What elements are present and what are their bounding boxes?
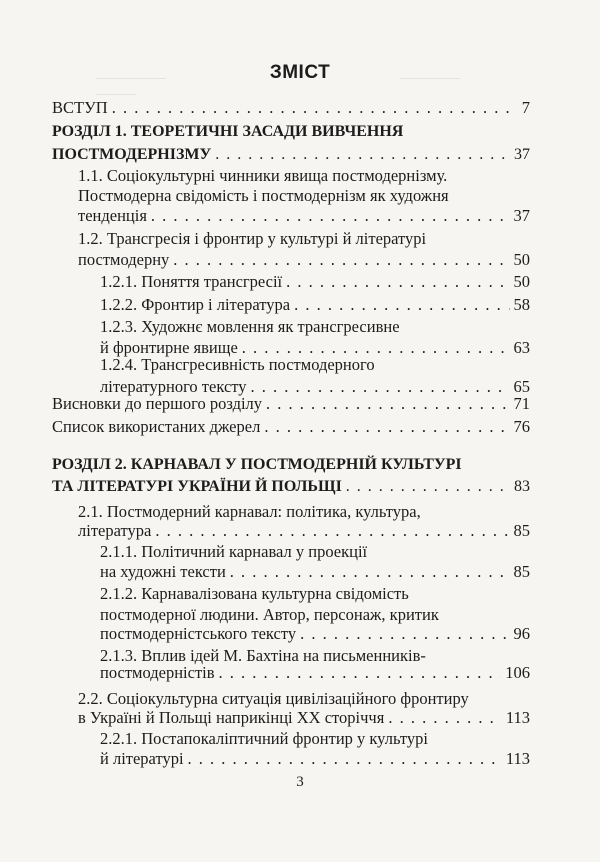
toc-entry-1-1-line2[interactable]: Постмодерна свідомість і постмодернізм як художня: [78, 186, 449, 205]
toc-entry-intro[interactable]: [52, 98, 530, 118]
toc-entry-title: постмодерністського тексту: [100, 624, 297, 643]
toc-entry-1-1[interactable]: [78, 206, 530, 226]
leader-dots: [266, 394, 509, 414]
toc-entry-page: 37: [513, 206, 530, 225]
toc-entry-2-1-3[interactable]: [100, 663, 530, 683]
toc-entry-1-2-4-line1[interactable]: 1.2.4. Трансгресивність постмодерного: [100, 355, 375, 374]
toc-entry-1-2-1[interactable]: [100, 272, 530, 292]
toc-entry-1-2-2[interactable]: [100, 295, 530, 315]
toc-entry-title: ТА ЛІТЕРАТУРІ УКРАЇНИ Й ПОЛЬЩІ: [52, 478, 342, 495]
toc-entry-title: в Україні й Польщі наприкінці XX сторіччя: [78, 708, 385, 727]
toc-entry-page: 37: [514, 146, 530, 163]
toc-entry-2-2-line1[interactable]: 2.2. Соціокультурна ситуація цивілізаційного фронтиру: [78, 689, 469, 708]
leader-dots: [219, 663, 502, 683]
toc-entry-page: 58: [513, 295, 530, 314]
toc-entry-2-1-2-line1[interactable]: 2.1.2. Карнавалізована культурна свідомість: [100, 584, 409, 603]
toc-entry-2-1-line1[interactable]: 2.1. Постмодерний карнавал: політика, культура,: [78, 502, 421, 521]
toc-entry-page: 50: [513, 250, 530, 269]
page-title: ЗМІСТ: [269, 62, 331, 83]
toc-entry-title: й літературі: [100, 749, 184, 768]
bleed-through-mark: [96, 84, 136, 95]
toc-entry-title: постмодерністів: [100, 663, 215, 682]
leader-dots: [188, 749, 502, 769]
toc-section-2[interactable]: [52, 477, 530, 497]
toc-entry-page: 7: [521, 98, 530, 117]
toc-entry-title: тенденція: [78, 206, 147, 225]
leader-dots: [215, 145, 510, 165]
toc-entry-title: література: [78, 521, 152, 540]
toc-entry-title: літературного тексту: [100, 377, 247, 396]
toc-entry-title: ПОСТМОДЕРНІЗМУ: [52, 146, 212, 163]
toc-entry-page: 85: [513, 562, 530, 581]
toc-entry-2-1-3-line1[interactable]: 2.1.3. Вплив ідей М. Бахтіна на письменників-: [100, 646, 426, 665]
toc-entry-title: ВСТУП: [52, 98, 108, 117]
toc-entry-title: й фронтирне явище: [100, 338, 238, 357]
leader-dots: [286, 272, 509, 292]
toc-entry-title: постмодерну: [78, 250, 170, 269]
toc-entry-page: 85: [513, 521, 530, 540]
toc-entry-1-2-line1[interactable]: 1.2. Трансгресія і фронтир у культурі й літературі: [78, 229, 427, 248]
leader-dots: [151, 206, 510, 226]
toc-section-1[interactable]: [52, 145, 530, 165]
toc-entry-page: 106: [505, 663, 530, 682]
leader-dots: [346, 477, 510, 497]
toc-entry-title: Список використаних джерел: [52, 417, 261, 436]
toc-entry-2-1[interactable]: [78, 521, 530, 541]
toc-entry-2-1-1[interactable]: [100, 562, 530, 582]
toc-section-2-line1[interactable]: РОЗДІЛ 2. КАРНАВАЛ У ПОСТМОДЕРНІЙ КУЛЬТУРІ: [52, 456, 462, 473]
leader-dots: [264, 417, 509, 437]
toc-entry-1-2-3-line1[interactable]: 1.2.3. Художнє мовлення як трансгресивне: [100, 317, 400, 336]
toc-entry-page: 113: [505, 708, 530, 727]
toc-entry-2-2-1[interactable]: [100, 749, 530, 769]
toc-entry-page: 63: [513, 338, 530, 357]
leader-dots: [294, 295, 509, 315]
toc-entry-2-2[interactable]: [78, 708, 530, 728]
toc-entry-page: 71: [513, 394, 530, 413]
leader-dots: [112, 98, 518, 118]
toc-entry-page: 96: [513, 624, 530, 643]
leader-dots: [388, 708, 502, 728]
toc-entry-2-1-1-line1[interactable]: 2.1.1. Політичний карнавал у проекції: [100, 542, 368, 561]
toc-entry-2-1-2-line2[interactable]: постмодерної людини. Автор, персонаж, критик: [100, 605, 439, 624]
toc-entry-2-2-1-line1[interactable]: 2.2.1. Постапокаліптичний фронтир у культурі: [100, 729, 428, 748]
toc-entry-title: Висновки до першого розділу: [52, 394, 263, 413]
leader-dots: [173, 250, 509, 270]
toc-entry-1-1-line1[interactable]: 1.1. Соціокультурні чинники явища постмодернізму.: [78, 166, 448, 185]
page-number: 3: [296, 774, 304, 790]
toc-entry-conclusions-1[interactable]: [52, 394, 530, 414]
leader-dots: [230, 562, 510, 582]
toc-entry-1-2[interactable]: [78, 250, 530, 270]
toc-entry-title: 1.2.2. Фронтир і література: [100, 295, 291, 314]
leader-dots: [300, 624, 509, 644]
toc-entry-page: 65: [513, 377, 530, 396]
leader-dots: [155, 521, 509, 541]
toc-entry-title: на художні тексти: [100, 562, 226, 581]
toc-entry-references-1[interactable]: [52, 417, 530, 437]
toc-entry-title: 1.2.1. Поняття трансгресії: [100, 272, 283, 291]
toc-entry-page: 83: [514, 478, 530, 495]
toc-entry-page: 113: [505, 749, 530, 768]
toc-section-1-line1[interactable]: РОЗДІЛ 1. ТЕОРЕТИЧНІ ЗАСАДИ ВИВЧЕННЯ: [52, 123, 404, 140]
toc-entry-2-1-2[interactable]: [100, 624, 530, 644]
toc-entry-page: 76: [513, 417, 530, 436]
toc-entry-page: 50: [513, 272, 530, 291]
